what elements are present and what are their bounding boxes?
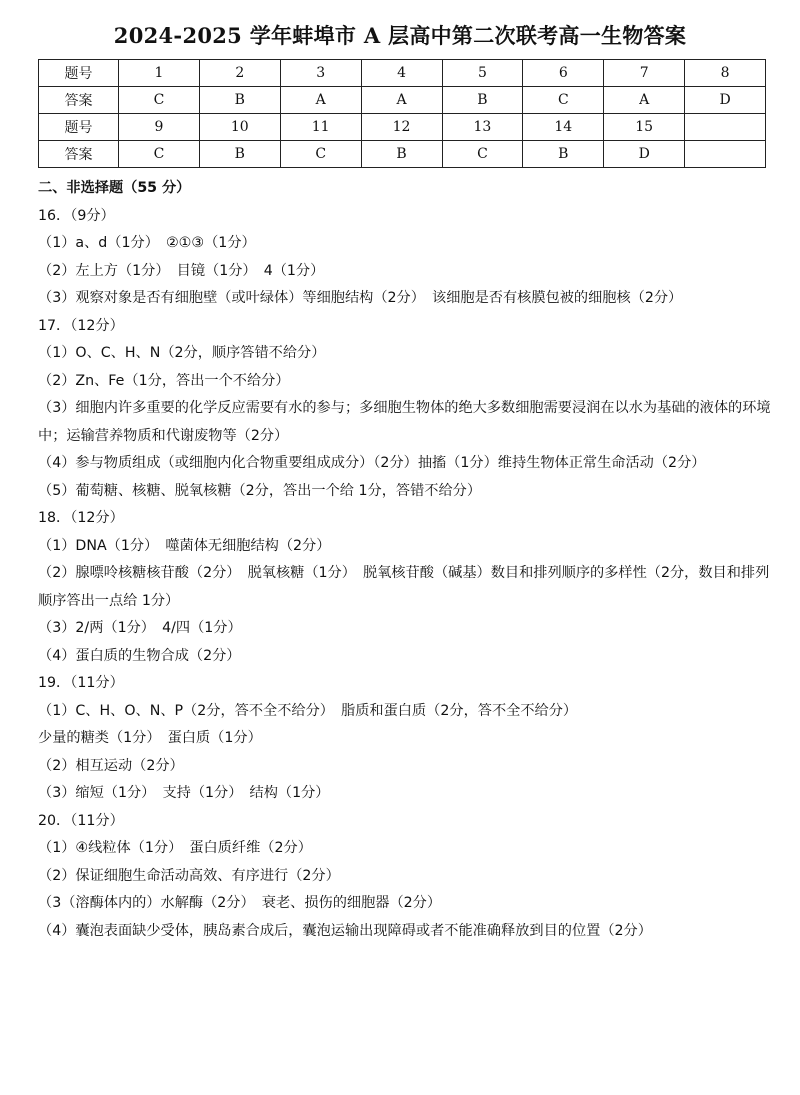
table-cell: 15: [604, 114, 685, 141]
answer-table: [38, 59, 766, 168]
table-cell: B: [199, 87, 280, 114]
answer-line: （1）C、H、O、N、P（2分，答不全不给分） 脂质和蛋白质（2分，答不全不给分）: [38, 702, 578, 719]
answer-line: （4）参与物质组成（或细胞内化合物重要组成成分）（2分）抽搐（1分）维持生物体正常生命活动（2分）: [38, 455, 706, 471]
answer-line: （2）Zn、Fe（1分，答出一个不给分）: [38, 372, 290, 389]
answer-line: （3）细胞内许多重要的化学反应需要有水的参与；多细胞生物体的绝大多数细胞需要浸润在以水为基础的液体的环境中；运输营养物质和代谢废物等（2分）: [38, 400, 771, 444]
table-cell: 6: [523, 60, 604, 87]
table-cell: 13: [442, 114, 523, 141]
table-cell: B: [523, 141, 604, 168]
answer-line: （3）观察对象是否有细胞壁（或叶绿体）等细胞结构（2分） 该细胞是否有核膜包被的细胞核（2分）: [38, 290, 683, 306]
table-cell: 9: [119, 114, 200, 141]
table-cell: D: [685, 87, 766, 114]
question-header: 20．（11分）: [38, 812, 124, 829]
table-row: [39, 60, 766, 87]
question-header: 18．（12分）: [38, 510, 124, 526]
table-cell: 5: [442, 60, 523, 87]
row-label: 答案: [39, 87, 119, 114]
table-cell: 14: [523, 114, 604, 141]
answer-line: 少量的糖类（1分） 蛋白质（1分）: [38, 730, 262, 746]
answer-line: （2）腺嘌呤核糖核苷酸（2分） 脱氧核糖（1分） 脱氧核苷酸（碱基）数目和排列顺序的多样性（2分，数目和排列顺序答出一点给 1分）: [38, 565, 770, 609]
table-cell: B: [442, 87, 523, 114]
row-label: 题号: [39, 114, 119, 141]
answer-line: （4）囊泡表面缺少受体，胰岛素合成后，囊泡运输出现障碍或者不能准确释放到目的位置（2分）: [38, 922, 652, 939]
table-row: [39, 141, 766, 168]
table-cell: C: [523, 87, 604, 114]
answer-line: （1）O、C、H、N（2分，顺序答错不给分）: [38, 345, 326, 361]
table-cell: B: [199, 141, 280, 168]
question-header: 16．（9分）: [38, 207, 115, 224]
table-cell: B: [361, 141, 442, 168]
table-row: [39, 114, 766, 141]
answer-line: （1）④线粒体（1分） 蛋白质纤维（2分）: [38, 840, 312, 856]
answer-line: （2）保证细胞生命活动高效、有序进行（2分）: [38, 867, 340, 884]
answer-line: （1）a、d（1分） ②①③（1分）: [38, 235, 256, 251]
table-cell: 10: [199, 114, 280, 141]
answer-line: （3）2/两（1分） 4/四（1分）: [38, 620, 242, 636]
page-title: 2024-2025 学年蚌埠市 A 层高中第二次联考高一生物答案: [113, 23, 687, 48]
table-cell: C: [280, 141, 361, 168]
table-cell: 11: [280, 114, 361, 141]
table-cell: A: [604, 87, 685, 114]
row-label: 题号: [39, 60, 119, 87]
row-label: 答案: [39, 141, 119, 168]
table-cell: 2: [199, 60, 280, 87]
answer-line: （4）蛋白质的生物合成（2分）: [38, 647, 241, 664]
table-cell: C: [442, 141, 523, 168]
answer-line: （3（溶酶体内的）水解酶（2分） 衰老、损伤的细胞器（2分）: [38, 895, 442, 911]
table-cell: A: [280, 87, 361, 114]
section-heading: 二、非选择题（55 分）: [38, 180, 191, 196]
answer-line: （2）相互运动（2分）: [38, 757, 184, 774]
answer-line: （2）左上方（1分） 目镜（1分） 4（1分）: [38, 262, 325, 279]
table-cell: 3: [280, 60, 361, 87]
table-cell: D: [604, 141, 685, 168]
answer-line: （3）缩短（1分） 支持（1分） 结构（1分）: [38, 785, 330, 801]
table-cell: 1: [119, 60, 200, 87]
table-cell: [685, 114, 766, 141]
table-row: [39, 87, 766, 114]
table-cell: A: [361, 87, 442, 114]
table-cell: 4: [361, 60, 442, 87]
table-cell: C: [119, 87, 200, 114]
table-cell: C: [119, 141, 200, 168]
question-header: 19．（11分）: [38, 675, 124, 691]
answer-line: （5）葡萄糖、核糖、脱氧核糖（2分，答出一个给 1分，答错不给分）: [38, 482, 482, 499]
table-cell: 8: [685, 60, 766, 87]
question-header: 17．（12分）: [38, 317, 124, 334]
table-cell: [685, 141, 766, 168]
table-cell: 7: [604, 60, 685, 87]
answer-body: [38, 175, 778, 945]
answer-line: （1）DNA（1分） 噬菌体无细胞结构（2分）: [38, 537, 331, 554]
table-cell: 12: [361, 114, 442, 141]
